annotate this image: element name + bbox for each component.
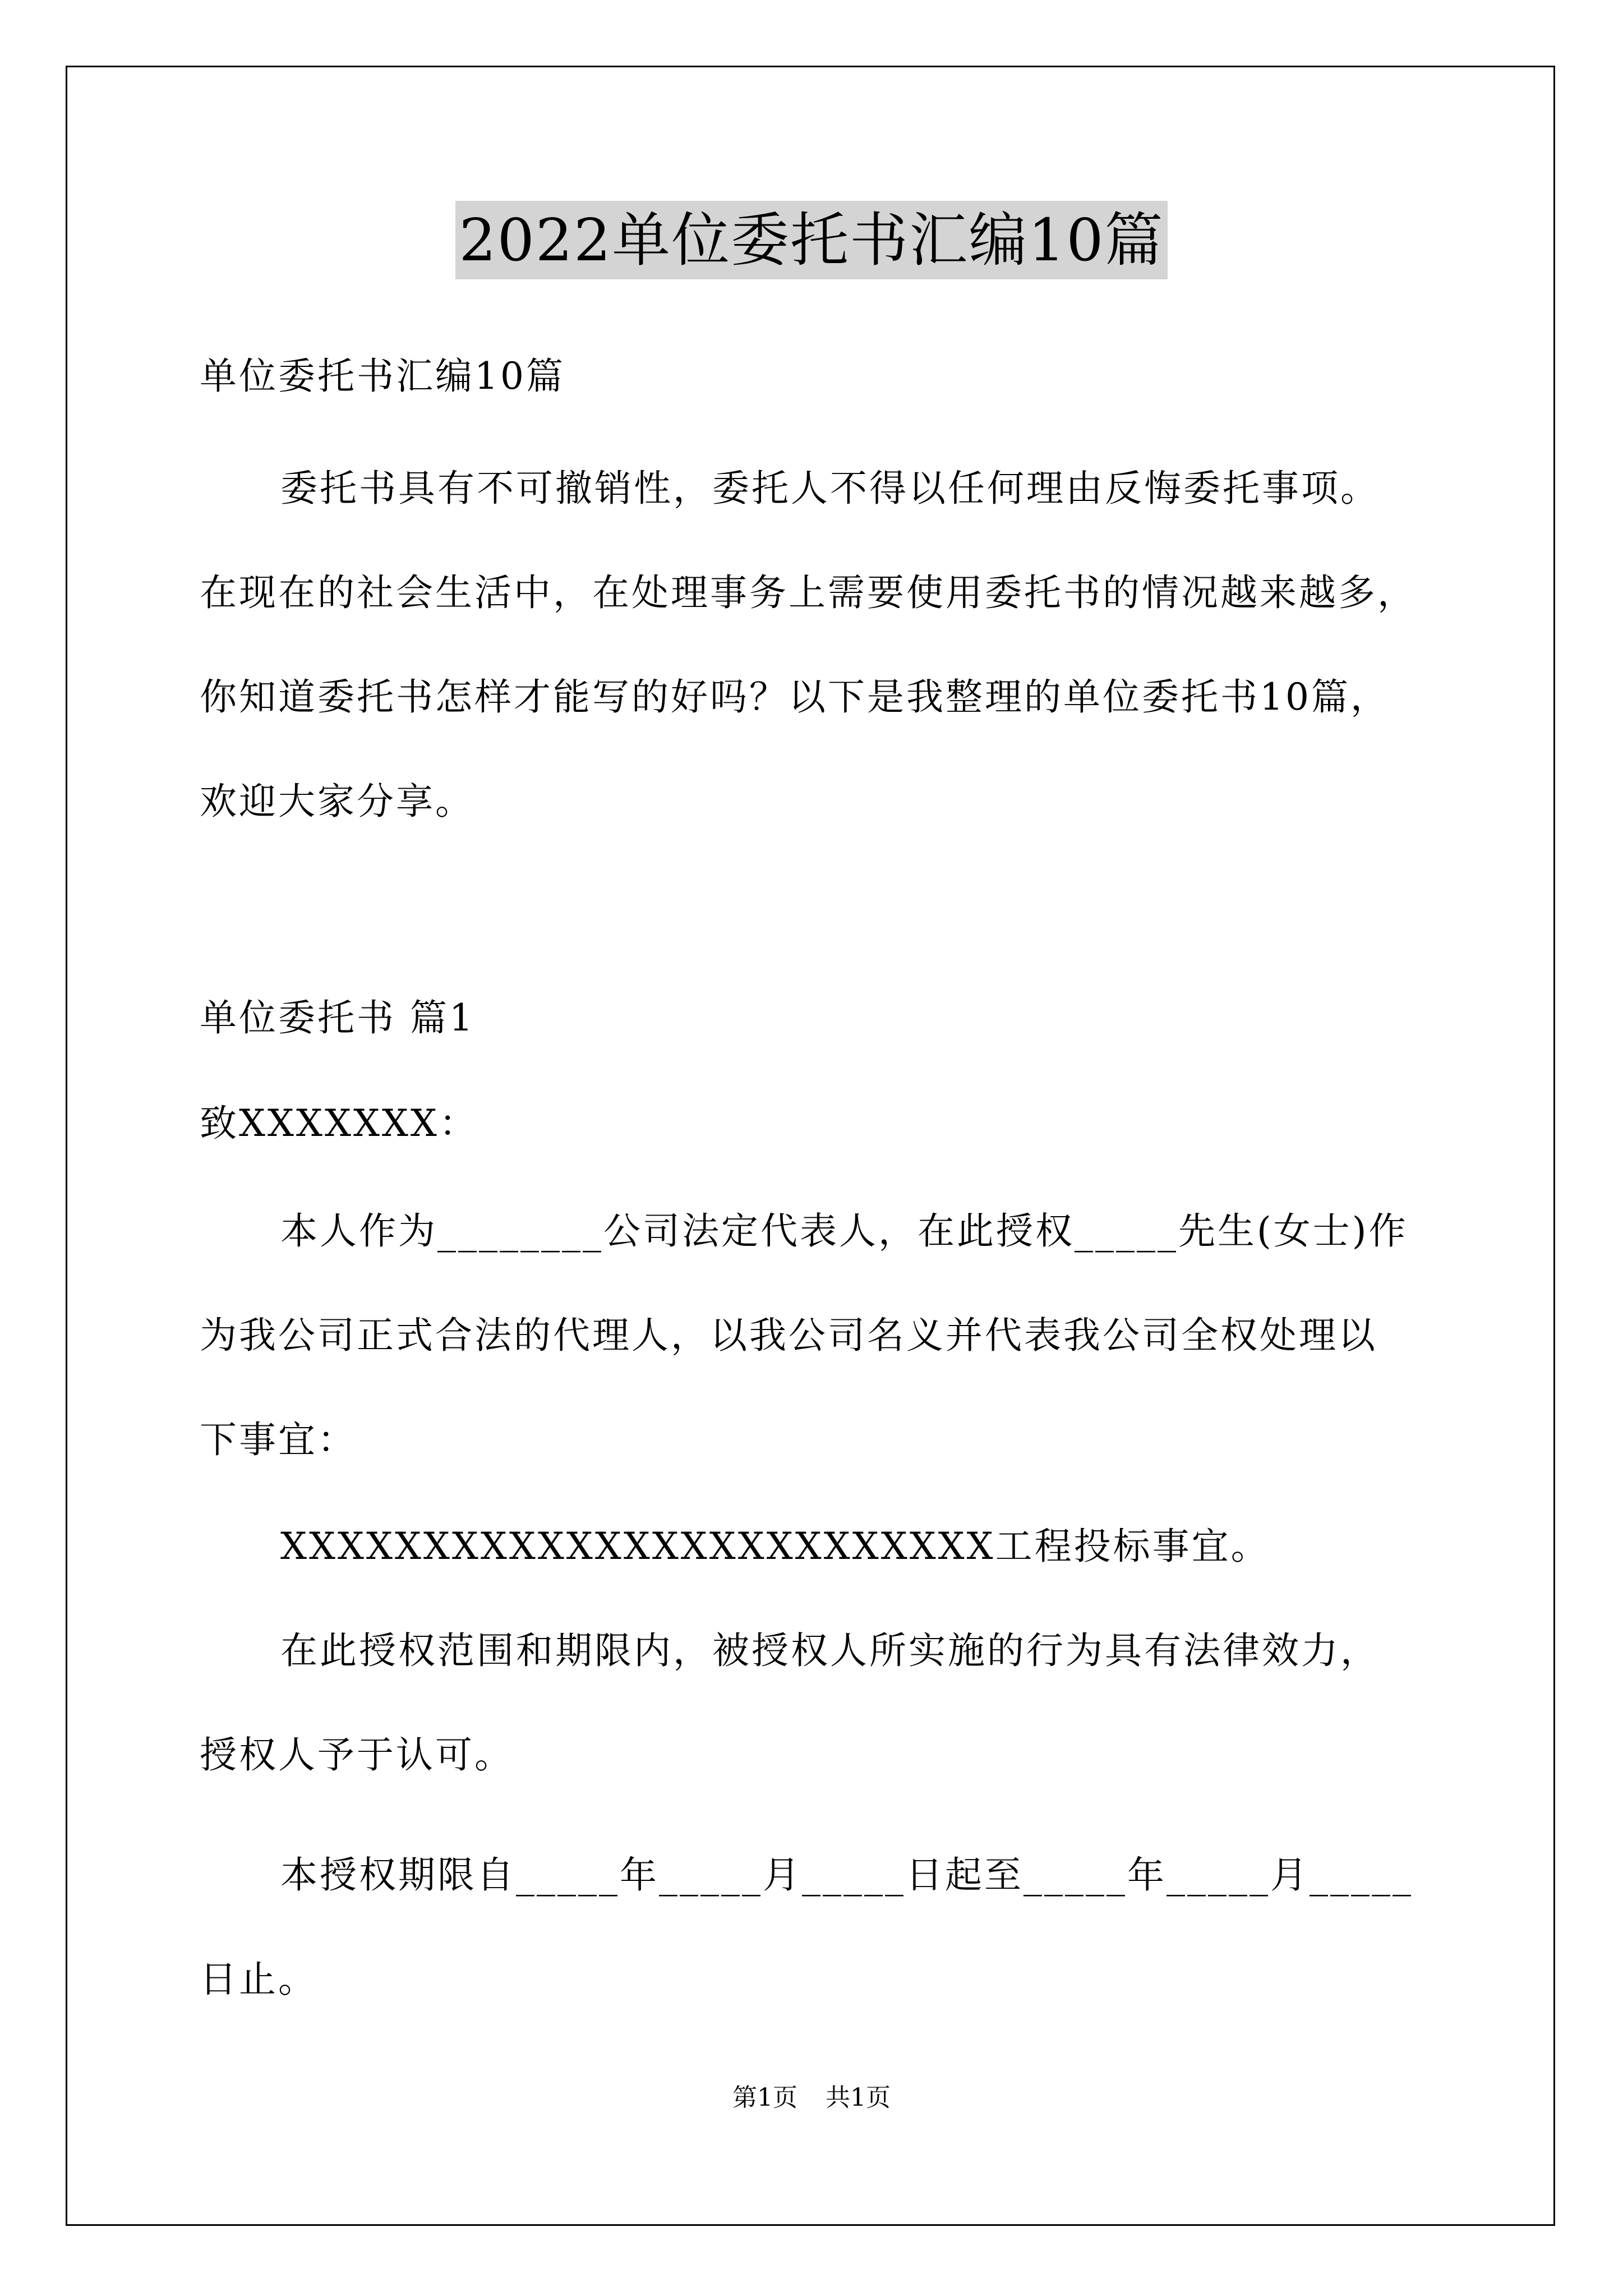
- body-paragraph-line: 本授权期限自_____年_____月_____日起至_____年_____月_____: [280, 1853, 1413, 1897]
- body-paragraph-line: 授权人予于认可。: [200, 1733, 514, 1777]
- page-number-current: 第1页: [732, 2083, 797, 2112]
- body-paragraph-line: XXXXXXXXXXXXXXXXXXXXXXXXX工程投标事宜。: [280, 1525, 1270, 1568]
- intro-paragraph-line: 你知道委托书怎样才能写的好吗？以下是我整理的单位委托书10篇，: [200, 675, 1390, 719]
- page-number-total: 共1页: [826, 2083, 891, 2112]
- body-paragraph-line: 在此授权范围和期限内，被授权人所实施的行为具有法律效力，: [280, 1629, 1380, 1672]
- body-paragraph-line: 日止。: [200, 1958, 317, 2001]
- document-subtitle: 单位委托书汇编10篇: [200, 355, 565, 398]
- body-paragraph-line: 下事宜：: [200, 1418, 357, 1461]
- title-container: [0, 201, 1623, 279]
- intro-paragraph-line: 欢迎大家分享。: [200, 780, 474, 823]
- document-title: 2022单位委托书汇编10篇: [455, 201, 1167, 279]
- page-footer: [0, 2081, 1623, 2115]
- section-heading: 单位委托书 篇1: [200, 996, 475, 1039]
- intro-paragraph-line: 委托书具有不可撤销性，委托人不得以任何理由反悔委托事项。: [280, 467, 1380, 510]
- body-paragraph-line: 本人作为________公司法定代表人，在此授权_____先生(女士)作: [280, 1209, 1408, 1253]
- body-paragraph-line: 为我公司正式合法的代理人，以我公司名义并代表我公司全权处理以: [200, 1314, 1377, 1357]
- salutation: 致XXXXXXX：: [200, 1102, 478, 1145]
- intro-paragraph-line: 在现在的社会生活中，在处理事务上需要使用委托书的情况越来越多，: [200, 571, 1417, 614]
